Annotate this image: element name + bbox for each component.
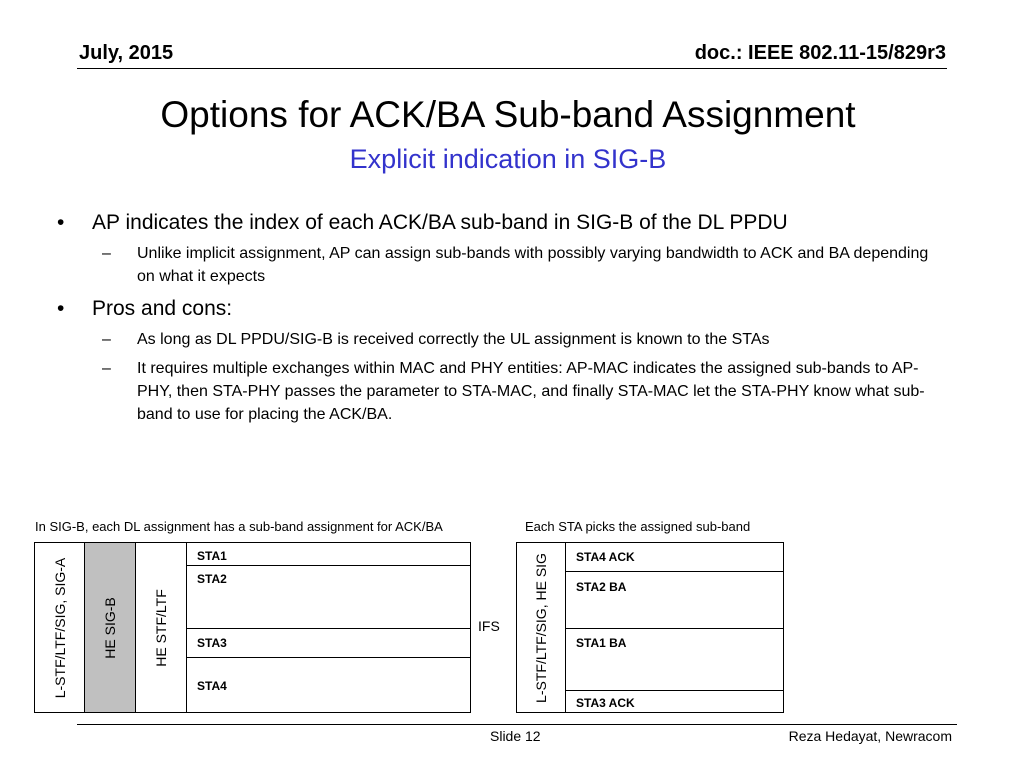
bullet-list bbox=[52, 207, 942, 426]
footer-author: Reza Hedayat, Newracom bbox=[788, 728, 952, 744]
sub-bullet-text: As long as DL PPDU/SIG-B is received correctly the UL assignment is known to the STAs bbox=[137, 331, 770, 348]
dl-sta-row bbox=[187, 628, 470, 657]
ul-sta-label: STA1 BA bbox=[576, 636, 627, 650]
ul-sta-row bbox=[566, 571, 783, 628]
ul-sta-row bbox=[566, 690, 783, 712]
sub-bullet-text: Unlike implicit assignment, AP can assign sub-bands with possibly varying bandwidth to ACK and BA depending on what it expects bbox=[137, 245, 929, 285]
slide-subtitle: Explicit indication in SIG-B bbox=[349, 144, 667, 174]
bullet-marker: • bbox=[57, 297, 65, 320]
dl-sta-row bbox=[187, 657, 470, 712]
dl-sigb-field bbox=[84, 542, 136, 713]
sub-bullet-marker: – bbox=[102, 245, 111, 262]
dl-sta-label: STA4 bbox=[197, 679, 227, 693]
sub-bullet-item bbox=[52, 242, 942, 288]
bullet-text: AP indicates the index of each ACK/BA sub-band in SIG-B of the DL PPDU bbox=[92, 211, 788, 234]
header-divider bbox=[77, 68, 947, 69]
ul-caption: Each STA picks the assigned sub-band bbox=[525, 519, 751, 534]
dl-hestf-field bbox=[135, 542, 187, 713]
bullet-text: Pros and cons: bbox=[92, 297, 233, 320]
dl-hestf-label: HE STF/LTF bbox=[153, 588, 169, 667]
dl-sigb-label: HE SIG-B bbox=[102, 596, 118, 659]
ul-preamble-label: L-STF/LTF/SIG, HE SIG bbox=[533, 552, 549, 703]
ul-sta-label: STA3 ACK bbox=[576, 696, 635, 710]
dl-sta-label: STA2 bbox=[197, 572, 227, 586]
ul-sta-row bbox=[566, 543, 783, 571]
ifs-label: IFS bbox=[478, 618, 500, 634]
dl-sta-row bbox=[187, 565, 470, 628]
slide-number: Slide 12 bbox=[490, 728, 541, 744]
bullet-marker: • bbox=[57, 211, 65, 234]
ul-sta-row bbox=[566, 628, 783, 690]
dl-preamble-field bbox=[34, 542, 85, 713]
dl-data-field bbox=[186, 542, 471, 713]
bullet-item bbox=[52, 293, 942, 325]
sub-bullet-marker: – bbox=[102, 331, 111, 348]
dl-caption: In SIG-B, each DL assignment has a sub-band assignment for ACK/BA bbox=[35, 519, 443, 534]
header-doc-id: doc.: IEEE 802.11-15/829r3 bbox=[694, 42, 946, 64]
header-date: July, 2015 bbox=[79, 42, 174, 64]
sub-bullet-text: It requires multiple exchanges within MAC and PHY entities: AP-MAC indicates the assigned sub-bands to AP-PHY, then STA-PHY passes the parameter to STA-MAC, and finally STA-MAC let the STA-PHY know what sub-band to use for placing the ACK/BA. bbox=[137, 360, 925, 423]
dl-sta-row bbox=[187, 543, 470, 565]
ul-sta-label: STA4 ACK bbox=[576, 550, 635, 564]
bullet-item bbox=[52, 207, 942, 239]
slide-title: Options for ACK/BA Sub-band Assignment bbox=[160, 94, 856, 135]
dl-sta-label: STA3 bbox=[197, 636, 227, 650]
sub-bullet-marker: – bbox=[102, 360, 111, 377]
dl-preamble-label: L-STF/LTF/SIG, SIG-A bbox=[51, 557, 68, 698]
ul-sta-label: STA2 BA bbox=[576, 580, 627, 594]
sub-bullet-item bbox=[52, 357, 942, 426]
sub-bullet-item bbox=[52, 328, 942, 351]
ul-data-field bbox=[565, 542, 784, 713]
ul-preamble-field bbox=[516, 542, 566, 713]
dl-sta-label: STA1 bbox=[197, 549, 227, 563]
footer-divider bbox=[77, 724, 957, 725]
